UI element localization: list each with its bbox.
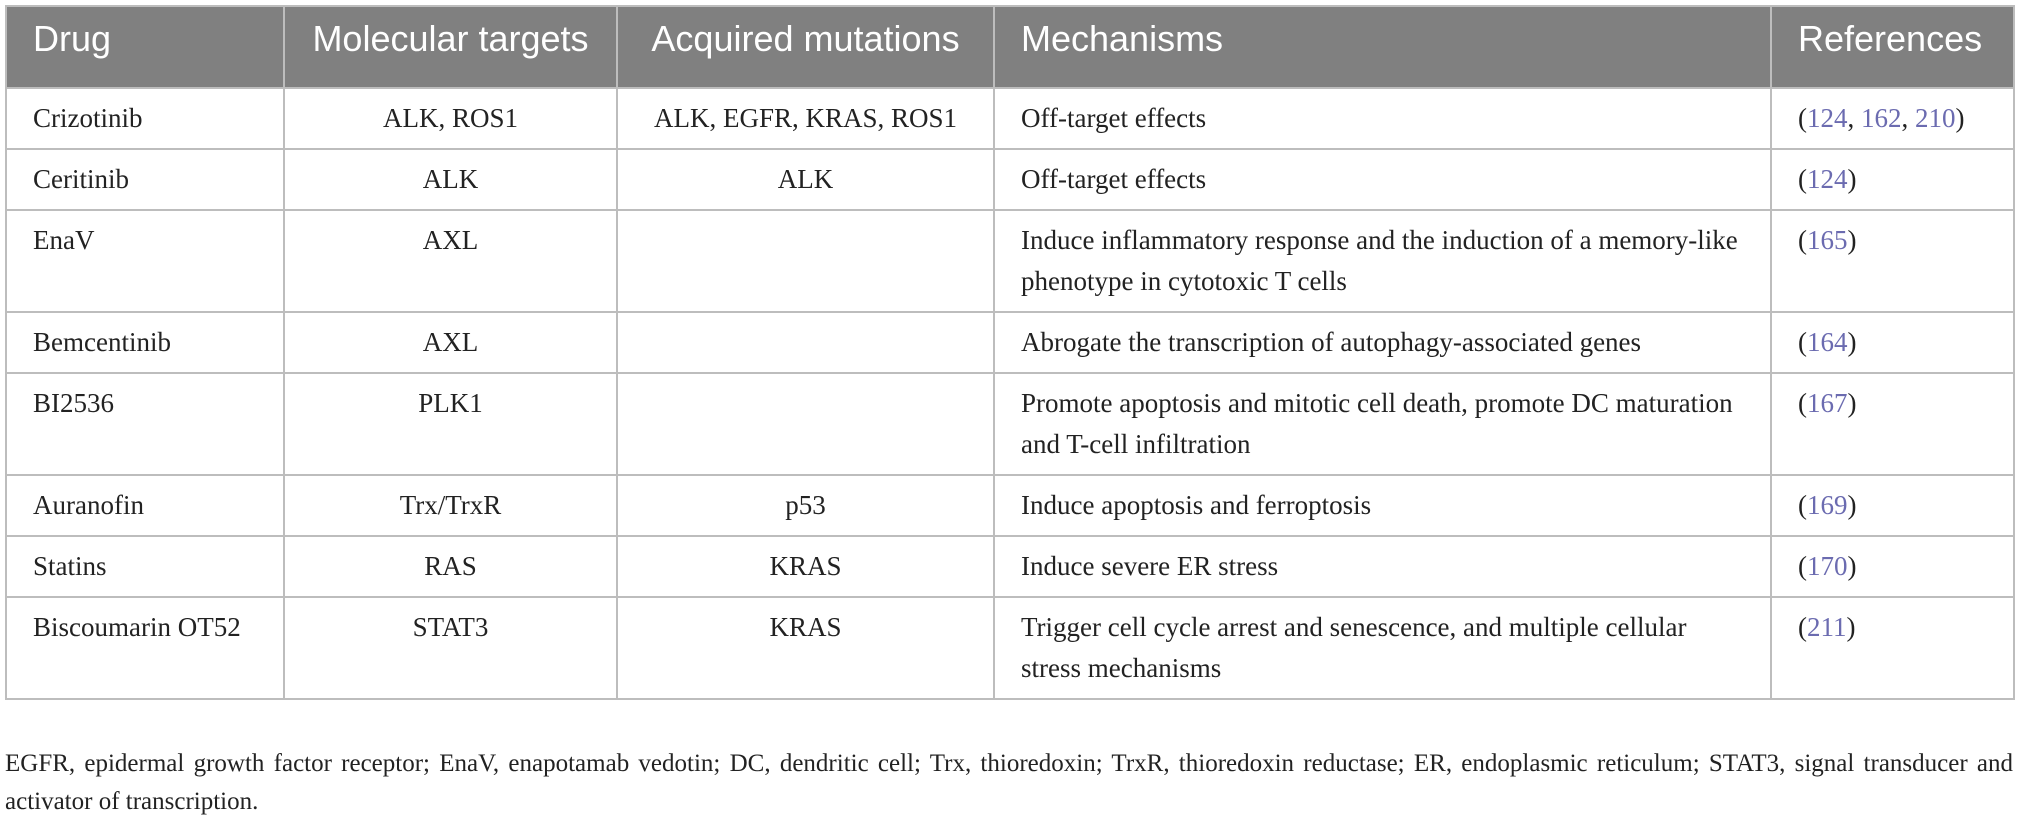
mechanisms-cell: Induce apoptosis and ferroptosis [994,475,1771,536]
references-cell: (164) [1771,312,2014,373]
drug-cell: Ceritinib [6,149,284,210]
mechanisms-cell: Trigger cell cycle arrest and senescence, and multiple cellular stress mechanisms [994,597,1771,699]
references-cell: (211) [1771,597,2014,699]
reference-link[interactable]: 211 [1807,612,1847,642]
acquired-mutations-cell: ALK [617,149,994,210]
mechanisms-cell: Promote apoptosis and mitotic cell death, promote DC maturation and T-cell infiltration [994,373,1771,475]
mechanisms-cell: Abrogate the transcription of autophagy-associated genes [994,312,1771,373]
drug-cell: EnaV [6,210,284,312]
drug-cell: Biscoumarin OT52 [6,597,284,699]
references-cell: (165) [1771,210,2014,312]
drug-cell: Statins [6,536,284,597]
acquired-mutations-cell: p53 [617,475,994,536]
header-row [6,6,2014,88]
header-references: References [1771,6,2014,88]
reference-link[interactable]: 162 [1861,103,1902,133]
table-row [6,88,2014,149]
molecular-targets-cell: ALK [284,149,617,210]
header-mechanisms: Mechanisms [994,6,1771,88]
drug-table [5,5,2015,700]
mechanisms-cell: Induce severe ER stress [994,536,1771,597]
references-cell: (124, 162, 210) [1771,88,2014,149]
references-cell: (169) [1771,475,2014,536]
acquired-mutations-cell [617,210,994,312]
table-row [6,536,2014,597]
molecular-targets-cell: Trx/TrxR [284,475,617,536]
mechanisms-cell: Off-target effects [994,149,1771,210]
reference-link[interactable]: 167 [1807,388,1848,418]
table-row [6,597,2014,699]
reference-link[interactable]: 164 [1807,327,1848,357]
drug-cell: Auranofin [6,475,284,536]
molecular-targets-cell: PLK1 [284,373,617,475]
molecular-targets-cell: AXL [284,312,617,373]
reference-link[interactable]: 165 [1807,225,1848,255]
table-body [6,88,2014,699]
drug-cell: Bemcentinib [6,312,284,373]
table-row [6,312,2014,373]
drug-cell: BI2536 [6,373,284,475]
reference-link[interactable]: 210 [1915,103,1956,133]
mechanisms-cell: Induce inflammatory response and the induction of a memory-like phenotype in cytotoxic T cells [994,210,1771,312]
molecular-targets-cell: ALK, ROS1 [284,88,617,149]
header-drug: Drug [6,6,284,88]
molecular-targets-cell: STAT3 [284,597,617,699]
table-row [6,475,2014,536]
acquired-mutations-cell: KRAS [617,597,994,699]
header-molecular-targets: Molecular targets [284,6,617,88]
table-row [6,373,2014,475]
references-cell: (170) [1771,536,2014,597]
molecular-targets-cell: RAS [284,536,617,597]
header-acquired-mutations: Acquired mutations [617,6,994,88]
table-row [6,210,2014,312]
table-row [6,149,2014,210]
drug-cell: Crizotinib [6,88,284,149]
acquired-mutations-cell: ALK, EGFR, KRAS, ROS1 [617,88,994,149]
acquired-mutations-cell [617,312,994,373]
table-footnote: EGFR, epidermal growth factor receptor; EnaV, enapotamab vedotin; DC, dendritic cell; Trx, thioredoxin; TrxR, thioredoxin reductase; ER, endoplasmic reticulum; STAT3, signal transducer and activator of transcription. [5,750,2013,815]
reference-link[interactable]: 169 [1807,490,1848,520]
acquired-mutations-cell [617,373,994,475]
molecular-targets-cell: AXL [284,210,617,312]
mechanisms-cell: Off-target effects [994,88,1771,149]
reference-link[interactable]: 124 [1807,164,1848,194]
references-cell: (124) [1771,149,2014,210]
reference-link[interactable]: 124 [1807,103,1848,133]
acquired-mutations-cell: KRAS [617,536,994,597]
references-cell: (167) [1771,373,2014,475]
reference-link[interactable]: 170 [1807,551,1848,581]
